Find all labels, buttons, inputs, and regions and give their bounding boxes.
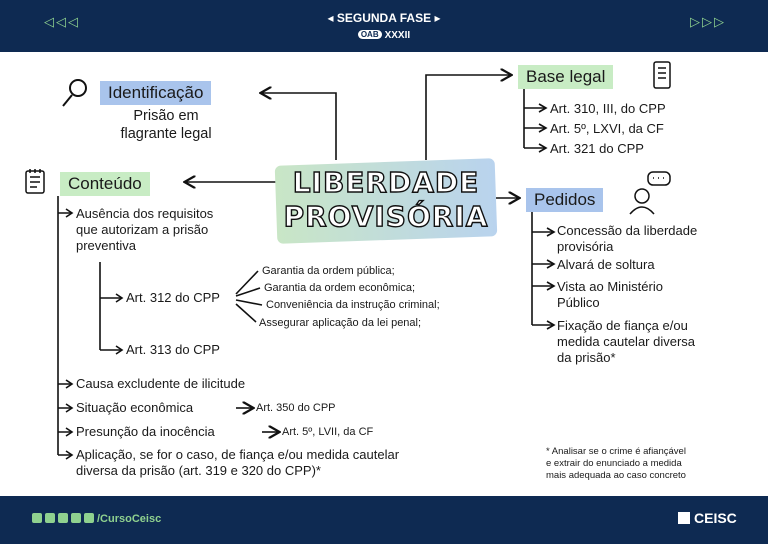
art312-item: Conveniência da instrução criminal; bbox=[266, 299, 440, 311]
art313-label: Art. 313 do CPP bbox=[126, 342, 220, 357]
center-title bbox=[276, 166, 496, 234]
presuncao-text: Presunção da inocência bbox=[76, 424, 215, 439]
oab-badge: OAB bbox=[358, 30, 382, 39]
pedidos-item: Concessão da liberdade provisória bbox=[557, 223, 698, 254]
conteudo-tag: Conteúdo bbox=[60, 172, 150, 196]
identificacao-tag: Identificação bbox=[100, 81, 211, 105]
identificacao-line2: flagrante legal bbox=[120, 126, 212, 142]
law-book-icon bbox=[654, 62, 670, 88]
person-speech-icon bbox=[630, 172, 670, 214]
art312-item: Garantia da ordem pública; bbox=[262, 265, 395, 277]
pedidos-item: Fixação de fiança e/ou medida cautelar diversa da prisão* bbox=[557, 318, 696, 365]
base-legal-item: Art. 321 do CPP bbox=[550, 141, 644, 156]
magnifier-icon bbox=[63, 80, 86, 106]
instagram-icon[interactable] bbox=[45, 513, 55, 523]
aplicacao-text: Aplicação, se for o caso, de fiança e/ou medida cautelar diversa da prisão (art. 319 e 320 do CPP)* bbox=[76, 447, 400, 478]
pedidos-item: Alvará de soltura bbox=[557, 257, 655, 272]
exam-number: XXXII bbox=[384, 30, 411, 41]
base-legal-branches bbox=[524, 88, 546, 148]
base-legal-tag: Base legal bbox=[518, 65, 613, 89]
ausencia-branches bbox=[100, 262, 122, 350]
linkedin-icon[interactable] bbox=[84, 513, 94, 523]
base-legal-item: Art. 310, III, do CPP bbox=[550, 101, 666, 116]
youtube-icon[interactable] bbox=[71, 513, 81, 523]
left-arrows: ◁◁◁ bbox=[44, 14, 80, 29]
art312-item: Assegurar aplicação da lei penal; bbox=[259, 317, 422, 329]
social-handle[interactable]: /CursoCeisc bbox=[97, 513, 162, 525]
base-legal-item: Art. 5º, LXVI, da CF bbox=[550, 121, 664, 136]
logo-square-icon bbox=[678, 512, 690, 524]
ausencia-text: Ausência dos requisitos que autorizam a prisão preventiva bbox=[76, 206, 214, 253]
facebook-icon[interactable] bbox=[32, 513, 42, 523]
right-arrows: ▷▷▷ bbox=[690, 14, 726, 29]
brand-logo bbox=[678, 510, 737, 526]
line-to-base-legal bbox=[426, 75, 510, 160]
conteudo-branches bbox=[58, 196, 72, 455]
footnote: * Analisar se o crime é afiançável e extrair do enunciado a medida mais adequada ao caso concreto bbox=[546, 446, 686, 481]
situacao-text: Situação econômica bbox=[76, 400, 194, 415]
center-title-line2: PROVISÓRIA bbox=[283, 200, 489, 233]
situacao-ref: Art. 350 do CPP bbox=[256, 402, 336, 414]
pedidos-tag: Pedidos bbox=[526, 188, 603, 212]
identificacao-line1: Prisão em bbox=[133, 108, 199, 124]
center-title-line1: LIBERDADE bbox=[292, 166, 480, 199]
line-to-identificacao bbox=[262, 93, 336, 160]
presuncao-ref: Art. 5º, LVII, da CF bbox=[282, 426, 374, 438]
causa-text: Causa excludente de ilicitude bbox=[76, 376, 246, 391]
notepad-icon bbox=[26, 169, 44, 193]
phase-label: ◂ SEGUNDA FASE ▸ bbox=[327, 11, 441, 25]
pedidos-item: Vista ao Ministério Público bbox=[557, 279, 663, 310]
pedidos-branches bbox=[532, 210, 554, 325]
brand-name: CEISC bbox=[694, 510, 737, 526]
twitter-icon[interactable] bbox=[58, 513, 68, 523]
art312-branches bbox=[236, 271, 262, 322]
art312-item: Garantia da ordem econômica; bbox=[264, 282, 416, 294]
art312-label: Art. 312 do CPP bbox=[126, 290, 220, 305]
social-links bbox=[32, 513, 161, 525]
